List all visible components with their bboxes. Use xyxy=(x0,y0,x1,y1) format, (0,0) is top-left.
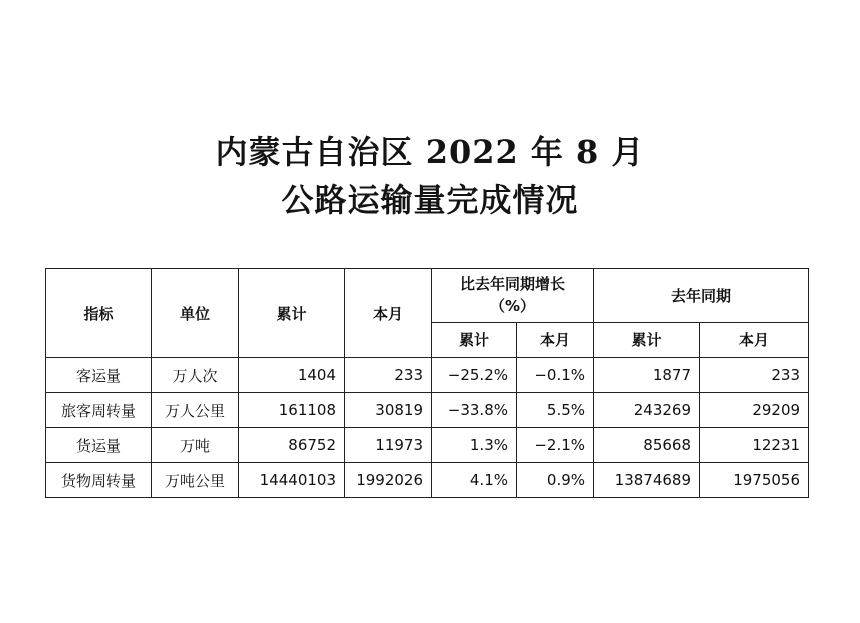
row-cumulative: 1404 xyxy=(239,358,345,393)
row-month: 1992026 xyxy=(345,463,432,498)
document-title xyxy=(0,128,860,224)
header-row-1 xyxy=(46,269,809,323)
row-growth-cumulative: 4.1% xyxy=(432,463,517,498)
header-growth-group-line2: （%） xyxy=(489,297,536,316)
row-unit: 万人公里 xyxy=(152,393,239,428)
header-growth-group-line1: 比去年同期增长 xyxy=(460,275,566,294)
row-lastyear-month: 12231 xyxy=(700,428,809,463)
row-lastyear-cumulative: 1877 xyxy=(594,358,700,393)
row-growth-month: −2.1% xyxy=(517,428,594,463)
row-month: 11973 xyxy=(345,428,432,463)
header-growth-month: 本月 xyxy=(517,322,594,357)
row-cumulative: 14440103 xyxy=(239,463,345,498)
table-row xyxy=(46,463,809,498)
table-row xyxy=(46,428,809,463)
header-growth-group xyxy=(432,269,594,323)
row-lastyear-month: 1975056 xyxy=(700,463,809,498)
header-growth-cumulative: 累计 xyxy=(432,322,517,357)
row-cumulative: 86752 xyxy=(239,428,345,463)
transport-stats-table xyxy=(45,268,809,498)
header-month: 本月 xyxy=(345,269,432,358)
header-cumulative: 累计 xyxy=(239,269,345,358)
row-lastyear-month: 233 xyxy=(700,358,809,393)
row-indicator: 货运量 xyxy=(46,428,152,463)
header-indicator: 指标 xyxy=(46,269,152,358)
row-growth-cumulative: 1.3% xyxy=(432,428,517,463)
row-lastyear-cumulative: 85668 xyxy=(594,428,700,463)
table-row xyxy=(46,358,809,393)
header-lastyear-group: 去年同期 xyxy=(594,269,809,323)
row-lastyear-cumulative: 243269 xyxy=(594,393,700,428)
title-line-1: 内蒙古自治区 2022 年 8 月 xyxy=(215,133,645,171)
row-month: 233 xyxy=(345,358,432,393)
row-indicator: 客运量 xyxy=(46,358,152,393)
row-month: 30819 xyxy=(345,393,432,428)
row-growth-month: −0.1% xyxy=(517,358,594,393)
title-line-2: 公路运输量完成情况 xyxy=(281,181,579,219)
header-lastyear-cumulative: 累计 xyxy=(594,322,700,357)
row-lastyear-month: 29209 xyxy=(700,393,809,428)
row-indicator: 货物周转量 xyxy=(46,463,152,498)
row-growth-cumulative: −33.8% xyxy=(432,393,517,428)
row-unit: 万吨公里 xyxy=(152,463,239,498)
row-unit: 万吨 xyxy=(152,428,239,463)
row-cumulative: 161108 xyxy=(239,393,345,428)
row-growth-cumulative: −25.2% xyxy=(432,358,517,393)
row-unit: 万人次 xyxy=(152,358,239,393)
row-growth-month: 0.9% xyxy=(517,463,594,498)
header-lastyear-month: 本月 xyxy=(700,322,809,357)
row-lastyear-cumulative: 13874689 xyxy=(594,463,700,498)
header-unit: 单位 xyxy=(152,269,239,358)
table-row xyxy=(46,393,809,428)
row-indicator: 旅客周转量 xyxy=(46,393,152,428)
row-growth-month: 5.5% xyxy=(517,393,594,428)
